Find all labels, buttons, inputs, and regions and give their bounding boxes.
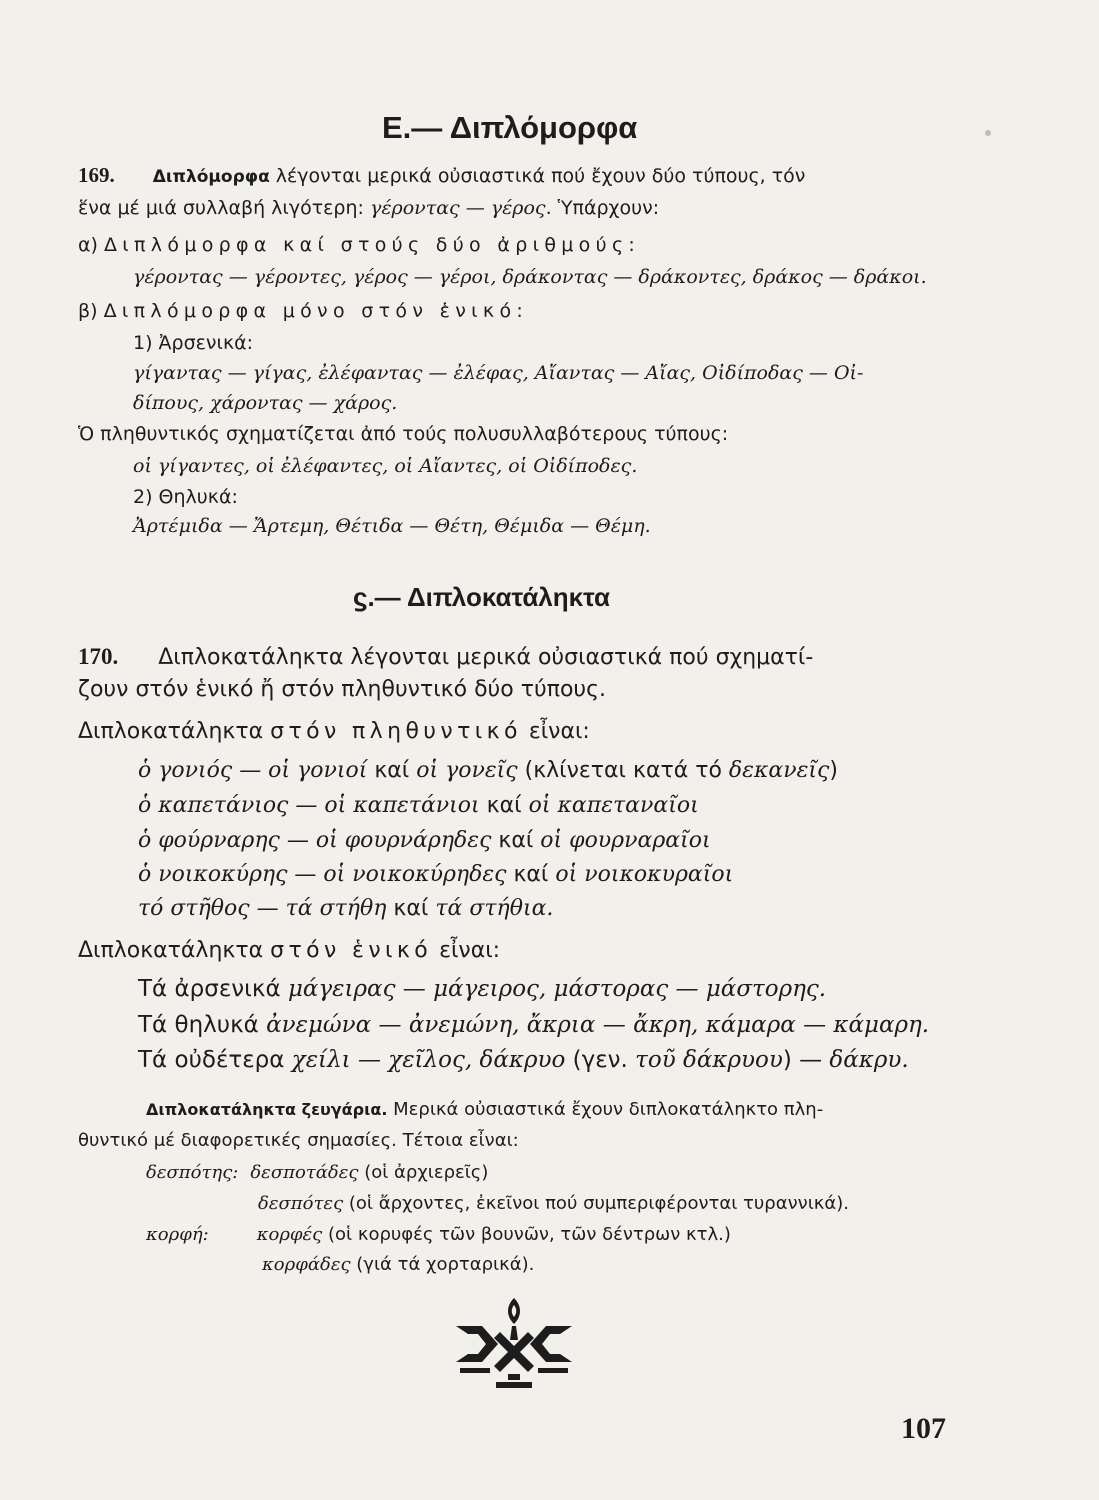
p169-line2: ἕνα μέ μιά συλλαβή λιγότερη: γέροντας — γέρος. Ὑπάρχουν: [78,197,660,219]
pairs-korfi-1: κορφή: κορφές (οἱ κορυφές τῶν βουνῶν, τῶν δέντρων κτλ.) [146,1224,731,1245]
p170-row4: ὁ νοικοκύρης — οἱ νοικοκύρηδες καί οἱ νοικοκυραῖοι [138,862,734,887]
p169-line1 [78,165,805,186]
p169-feminine-label: 2) Θηλυκά: [133,486,238,508]
p170-sing-neut: Τά οὐδέτερα χείλι — χεῖλος, δάκρυο (γεν. τοῦ δάκρυου) — δάκρυ. [138,1047,909,1073]
p169-plural-example: οἱ γίγαντες, οἱ ἐλέφαντες, οἱ Αἴαντες, οἱ Οἰδίποδες. [133,455,638,477]
speck [985,130,991,136]
pairs-korfi-2: κορφάδες (γιά τά χορταρικά). [262,1254,535,1275]
page-number: 107 [901,1412,946,1445]
p170-plural-heading: Διπλοκατάληκτα στόν πληθυντικό εἶναι: [78,719,590,744]
p170-row5: τό στῆθος — τά στήθη καί τά στήθια. [138,896,554,921]
p169-b: β) Διπλόμορφα μόνο στόν ἑνικό: [78,300,529,322]
p170-row2: ὁ καπετάνιος — οἱ καπετάνιοι καί οἱ καπεταναῖοι [138,793,699,818]
pairs-title: Διπλοκατάληκτα ζευγάρια. [146,1100,388,1119]
p170-number: 170. [78,644,119,669]
p169-a-example: γέροντας — γέροντες, γέρος — γέροι, δράκοντας — δράκοντες, δράκος — δράκοι. [133,266,927,288]
p169-masculine-ex2: δίπους, χάροντας — χάρος. [133,392,398,414]
p169-number: 169. [78,163,115,187]
p170-row1: ὁ γονιός — οἱ γονιοί καί οἱ γονεῖς (κλίνεται κατά τό δεκανεῖς) [138,758,838,783]
pairs-despotis-2: δεσπότες (οἱ ἄρχοντες, ἐκεῖνοι πού συμπεριφέρονται τυραννικά). [258,1193,850,1214]
p170-sing-masc: Τά ἀρσενικά μάγειρας — μάγειρος, μάστορας — μάστορης. [138,976,827,1002]
p169-a: α) Διπλόμορφα καί στούς δύο ἀριθμούς: [78,234,641,256]
p170-singular-heading: Διπλοκατάληκτα στόν ἑνικό εἶναι: [78,938,501,963]
p170-line2: ζουν στόν ἑνικό ἤ στόν πληθυντικό δύο τύπους. [78,677,607,702]
p169-plural-note: Ὁ πληθυντικός σχηματίζεται ἀπό τούς πολυσυλλαβότερους τύπους: [78,423,729,445]
p169-masculine-label: 1) Ἀρσενικά: [133,332,254,354]
pairs-line1: Διπλοκατάληκτα ζευγάρια. Μερικά οὐσιαστικά ἔχουν διπλοκατάληκτο πλη- [146,1099,824,1120]
p169-text: λέγονται μερικά οὐσιαστικά πού ἔχουν δύο τύπους, τόν [269,165,806,187]
p169-term: Διπλόμορφα [152,167,270,187]
p170-row3: ὁ φούρναρης — οἱ φουρνάρηδες καί οἱ φουρναραῖοι [138,828,711,853]
folk-ornament-icon [452,1296,576,1392]
section-heading-e: Ε.— Διπλόμορφα [382,110,638,145]
p170-line1: 170. Διπλοκατάληκτα λέγονται μερικά οὐσιαστικά πού σχηματί- [78,644,814,670]
p169-masculine-ex1: γίγαντας — γίγας, ἐλέφαντας — ἐλέφας, Αἴαντας — Αἴας, Οἰδίποδας — Οἰ- [133,362,864,384]
pairs-line2: θυντικό μέ διαφορετικές σημασίες. Τέτοια εἶναι: [78,1130,519,1151]
p169-feminine-ex: Ἀρτέμιδα — Ἄρτεμη, Θέτιδα — Θέτη, Θέμιδα — Θέμη. [133,515,651,537]
p170-sing-fem: Τά θηλυκά ἀνεμώνα — ἀνεμώνη, ἄκρια — ἄκρη, κάμαρα — κάμαρη. [138,1012,930,1038]
pairs-despotis-1: δεσπότης: δεσποτάδες (οἱ ἀρχιερεῖς) [146,1162,489,1183]
section-heading-st: ϛ.— Διπλοκατάληκτα [353,582,611,612]
